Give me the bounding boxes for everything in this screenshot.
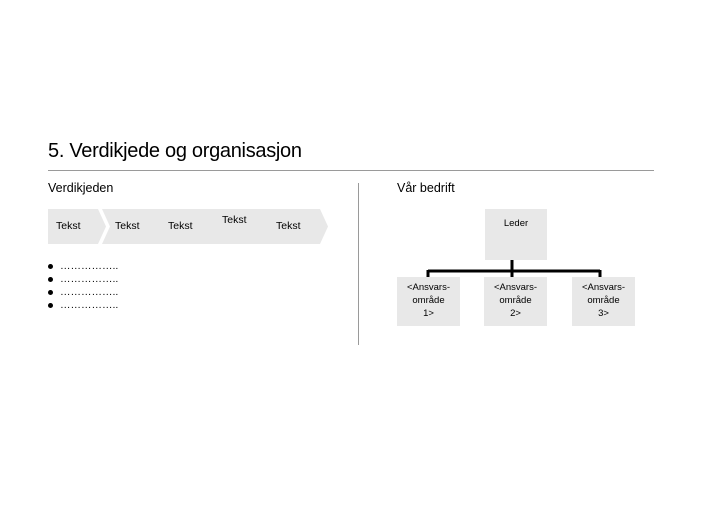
area-box-3 bbox=[572, 277, 635, 326]
organization-heading: Vår bedrift bbox=[397, 181, 455, 195]
bullet-text: …………….. bbox=[60, 273, 119, 285]
chevron-4-label: Tekst bbox=[222, 214, 247, 226]
area-2-line-3: 2> bbox=[510, 308, 521, 319]
area-3-line-1: <Ansvars- bbox=[581, 282, 626, 293]
area-1-line-2: område bbox=[412, 295, 445, 306]
area-3-line-2: område bbox=[587, 295, 620, 306]
area-1-line-3: 1> bbox=[423, 308, 434, 319]
chevron-3-label: Tekst bbox=[168, 220, 193, 232]
value-chain-heading: Verdikjeden bbox=[48, 181, 114, 195]
area-1-line-1: <Ansvars- bbox=[406, 282, 451, 293]
chevron-5-label: Tekst bbox=[276, 220, 301, 232]
chevron-1-label: Tekst bbox=[56, 220, 81, 232]
area-2-line-1: <Ansvars- bbox=[493, 282, 538, 293]
leader-box bbox=[485, 209, 547, 260]
chevron-2-label: Tekst bbox=[115, 220, 140, 232]
area-3-line-3: 3> bbox=[598, 308, 609, 319]
bullet-text: …………….. bbox=[60, 299, 119, 311]
area-box-1 bbox=[397, 277, 460, 326]
area-box-2 bbox=[484, 277, 547, 326]
area-2-line-2: område bbox=[499, 295, 532, 306]
page-title: 5. Verdikjede og organisasjon bbox=[48, 140, 302, 162]
leader-label: Leder bbox=[503, 218, 529, 229]
bullet-text: …………….. bbox=[60, 260, 119, 272]
bullet-text: …………….. bbox=[60, 286, 119, 298]
